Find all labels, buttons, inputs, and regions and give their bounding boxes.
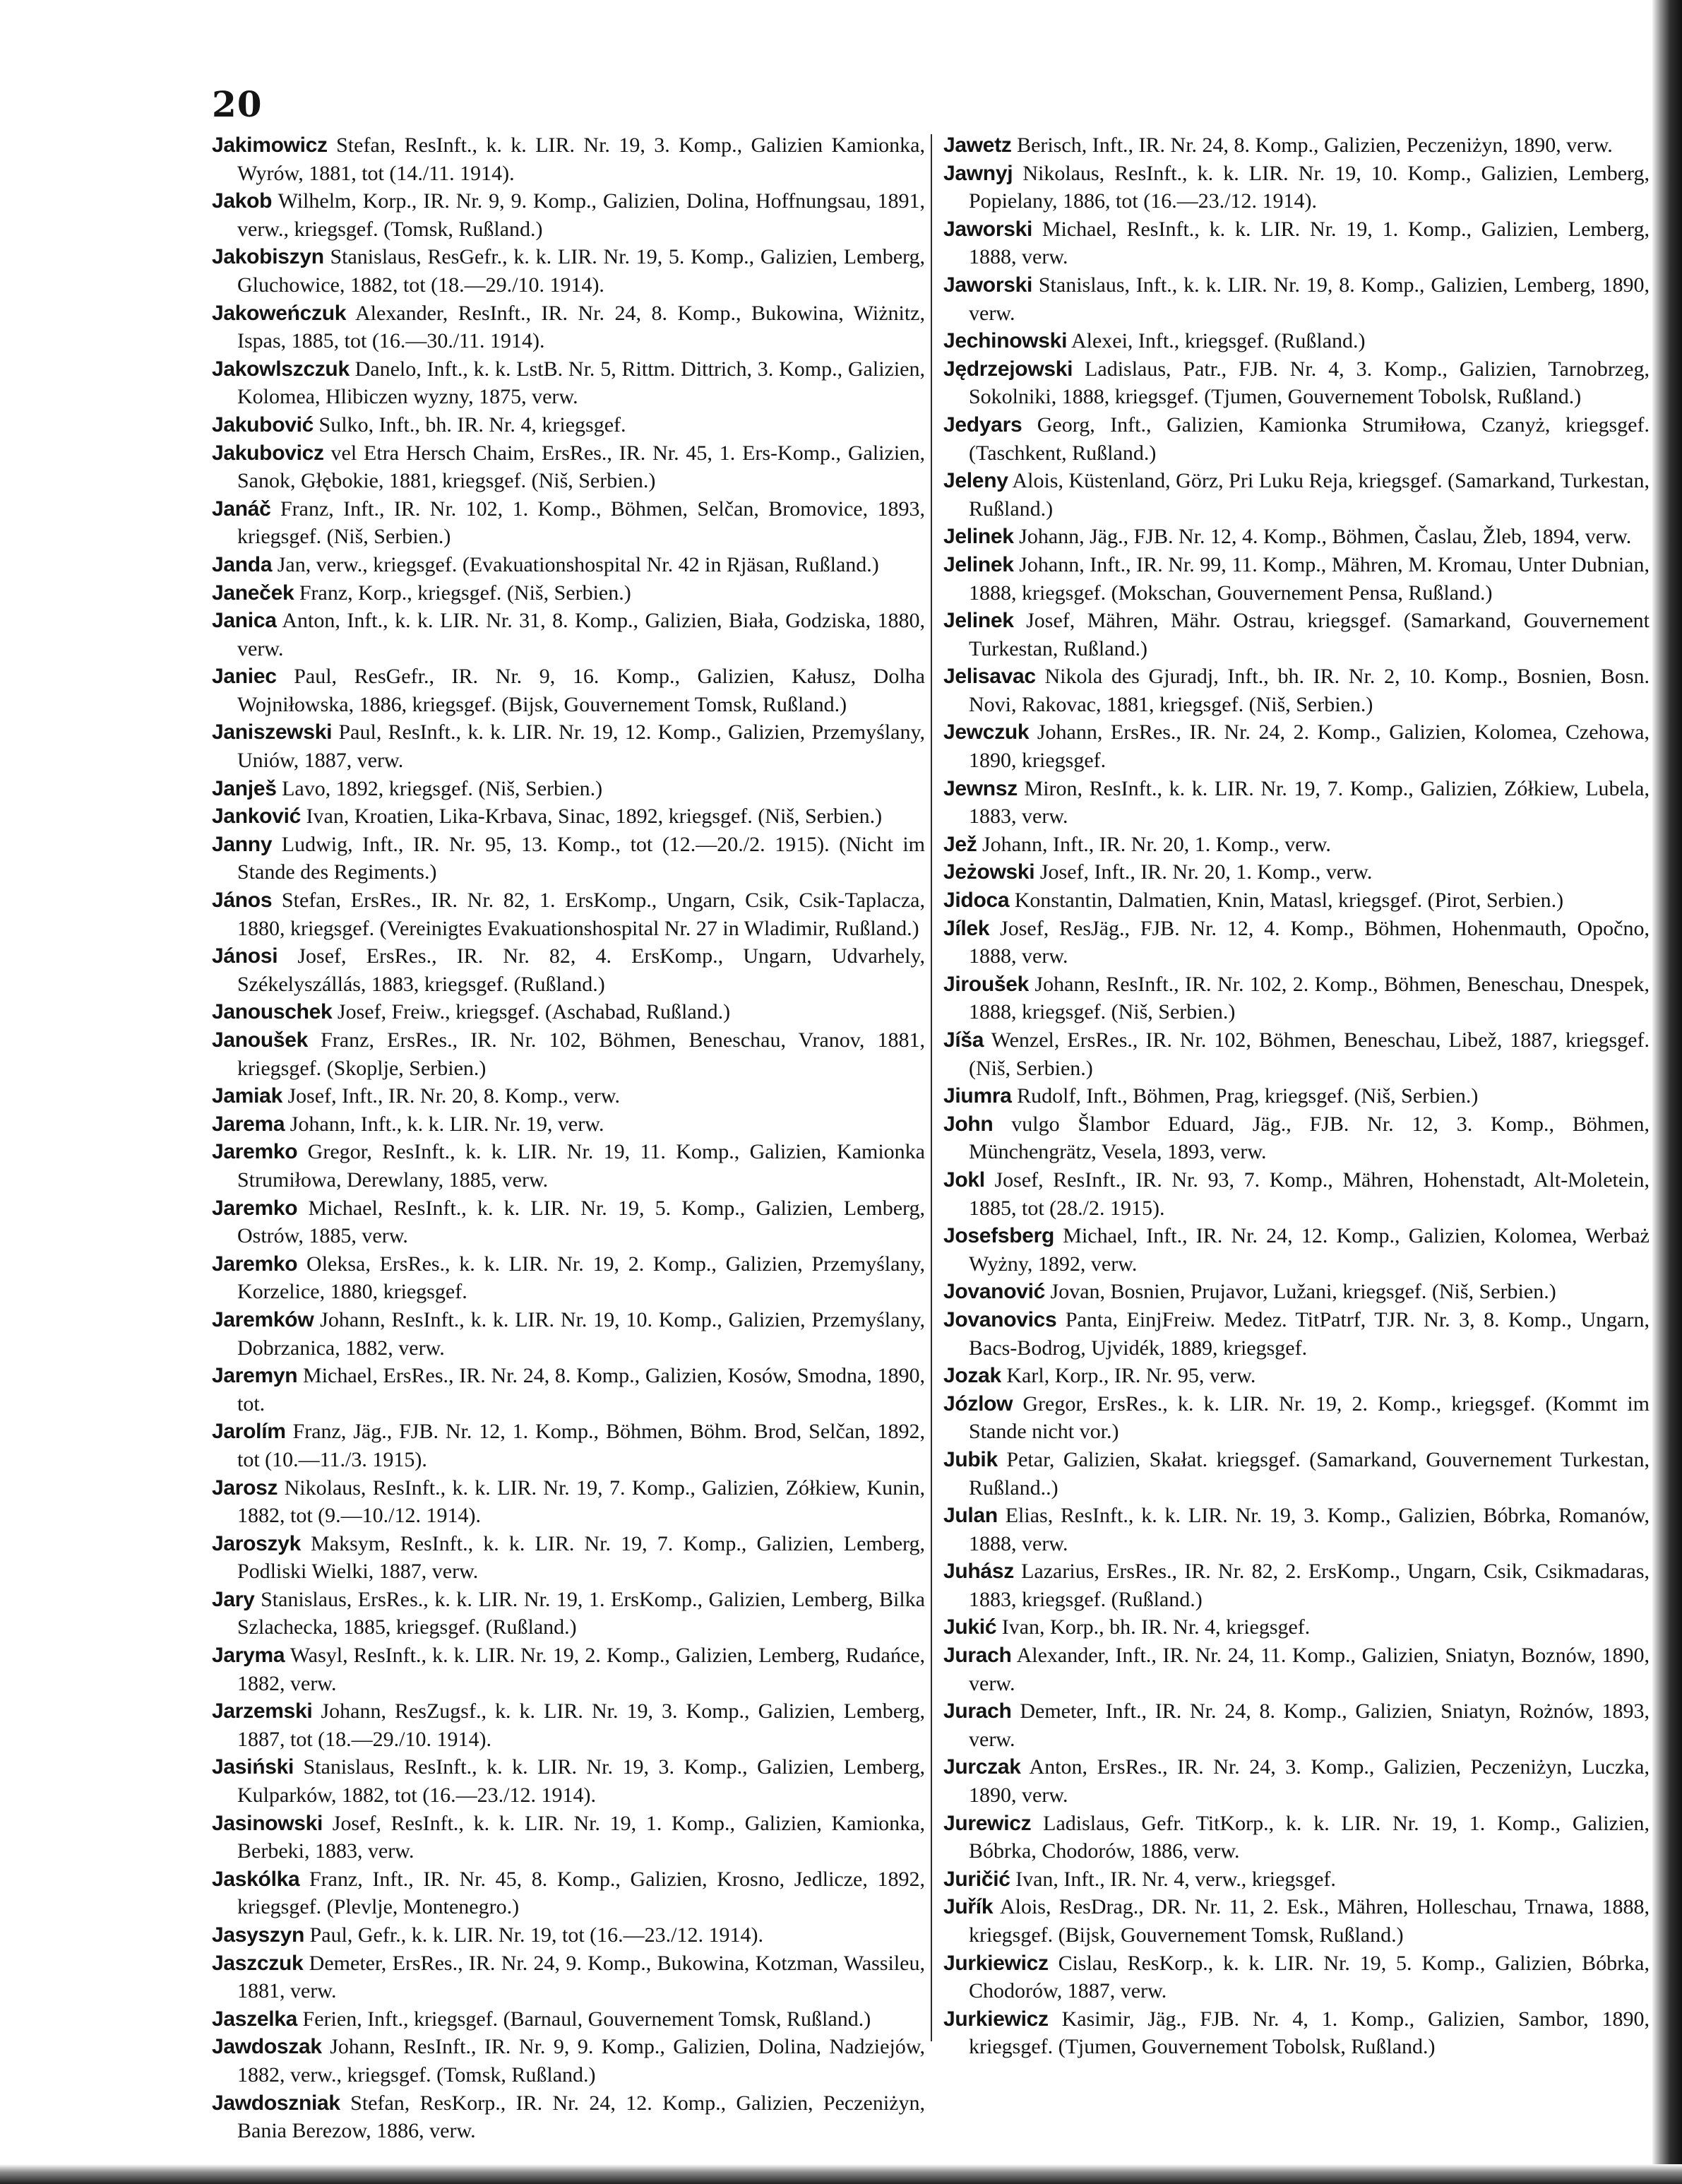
list-entry [212, 718, 925, 774]
entry-details: Stanislaus, ResInft., k. k. LIR. Nr. 19, 3. Komp., Galizien, Lemberg, Kulparków, 1882, tot (16.—23./12. 1914). [237, 1755, 925, 1808]
entry-details: Anton, Inft., k. k. LIR. Nr. 31, 8. Komp., Galizien, Biała, Godziska, 1880, verw. [237, 609, 925, 660]
entry-details: Stefan, ResInft., k. k. LIR. Nr. 19, 3. Komp., Galizien Kamionka, Wyrów, 1881, tot (14./11. 1914). [237, 133, 925, 185]
list-entry [943, 886, 1650, 915]
entry-surname: Jukić [943, 1615, 997, 1639]
list-entry [943, 1949, 1650, 2005]
entry-details: Josef, ErsRes., IR. Nr. 82, 4. ErsKomp., Ungarn, Udvarhely, Székelyszállás, 1883, kriegsgef. (Rußland.) [237, 944, 925, 996]
list-entry [212, 607, 925, 663]
list-entry [212, 355, 925, 411]
entry-surname: Jaworski [943, 273, 1033, 297]
entry-details: Wenzel, ErsRes., IR. Nr. 102, Böhmen, Beneschau, Libež, 1887, kriegsgef. (Niš, Serbien.) [969, 1028, 1650, 1080]
entry-details: Demeter, ErsRes., IR. Nr. 24, 9. Komp., Bukowina, Kotzman, Wassileu, 1881, verw. [237, 1951, 925, 2003]
entry-surname: Juhász [943, 1560, 1014, 1584]
entry-surname: Jakobiszyn [212, 245, 324, 269]
entry-surname: Jakimowicz [212, 133, 328, 157]
entry-details: Johann, ResInft., k. k. LIR. Nr. 19, 10. Komp., Galizien, Przemyślany, Dobrzanica, 1882, verw. [237, 1307, 925, 1360]
entry-surname: Jaremko [212, 1140, 298, 1164]
entry-surname: Janny [212, 832, 273, 856]
entry-surname: Janda [212, 552, 273, 576]
entry-surname: Jedyars [943, 413, 1022, 437]
list-entry [943, 1613, 1650, 1642]
list-entry [943, 607, 1650, 663]
entry-details: Johann, Jäg., FJB. Nr. 12, 4. Komp., Böhmen, Časlau, Žleb, 1894, verw. [1013, 525, 1632, 549]
entry-surname: Jakubović [212, 413, 314, 437]
entry-details: Stefan, ErsRes., IR. Nr. 82, 1. ErsKomp., Ungarn, Csik, Csik-Taplacza, 1880, kriegsgef. (Vereinigtes Evakuationshospital Nr. 27 in Wladimir, Rußland.) [237, 889, 925, 940]
entry-details: Sulko, Inft., bh. IR. Nr. 4, kriegsgef. [314, 413, 626, 437]
entry-surname: Jarosz [212, 1476, 278, 1500]
list-entry [212, 775, 925, 803]
entry-details: Oleksa, ErsRes., k. k. LIR. Nr. 19, 2. Komp., Galizien, Przemyślany, Korzelice, 1880, kriegsgef. [237, 1252, 925, 1304]
list-entry [212, 299, 925, 355]
entry-surname: Janouschek [212, 1000, 333, 1024]
entry-details: Rudolf, Inft., Böhmen, Prag, kriegsgef. (Niš, Serbien.) [1011, 1084, 1479, 1108]
entry-details: Johann, ResInft., IR. Nr. 9, 9. Komp., Galizien, Dolina, Nadziejów, 1882, verw., kriegsgef. (Tomsk, Rußland.) [237, 2035, 925, 2087]
entry-details: Josef, Inft., IR. Nr. 20, 1. Komp., verw. [1034, 860, 1373, 884]
entry-surname: Jewnsz [943, 776, 1018, 800]
entry-details: Miron, ResInft., k. k. LIR. Nr. 19, 7. Komp., Galizien, Zółkiew, Lubela, 1883, verw. [969, 776, 1650, 829]
entry-details: Johann, Inft., IR. Nr. 20, 1. Komp., verw. [977, 832, 1331, 856]
entry-details: Johann, ResZugsf., k. k. LIR. Nr. 19, 3. Komp., Galizien, Lemberg, 1887, tot (18.—29./10. 1914). [237, 1699, 925, 1751]
entry-details: Michael, ResInft., k. k. LIR. Nr. 19, 5. Komp., Galizien, Lemberg, Ostrów, 1885, verw. [237, 1196, 925, 1248]
entry-surname: Jež [943, 832, 977, 856]
entry-details: Ladislaus, Patr., FJB. Nr. 4, 3. Komp., Galizien, Tarnobrzeg, Sokolniki, 1888, kriegsgef. (Tjumen, Gouvernement Tobolsk, Rußland.) [969, 357, 1650, 409]
scan-edge-shadow [1652, 0, 1682, 2184]
entry-details: Gregor, ErsRes., k. k. LIR. Nr. 19, 2. Komp., kriegsgef. (Kommt im Stande nicht vor.) [969, 1391, 1650, 1444]
list-entry [943, 858, 1650, 886]
list-entry [943, 1110, 1650, 1166]
entry-details: Stefan, ResKorp., IR. Nr. 24, 12. Komp., Galizien, Peczeniżyn, Bania Berezow, 1886, verw. [237, 2091, 925, 2143]
list-entry [943, 1390, 1650, 1446]
entry-details: Franz, Korp., kriegsgef. (Niš, Serbien.) [294, 581, 631, 605]
entry-details: Josef, Mähren, Mähr. Ostrau, kriegsgef. (Samarkand, Gouvernement Turkestan, Rußland.) [969, 609, 1650, 660]
entry-surname: Jakob [212, 189, 273, 213]
entry-surname: Jaryma [212, 1644, 285, 1668]
entry-details: Johann, ErsRes., IR. Nr. 24, 2. Komp., Galizien, Kolomea, Czehowa, 1890, kriegsgef. [969, 720, 1650, 773]
entry-surname: Juřík [943, 1895, 994, 1919]
entry-details: Michael, ResInft., k. k. LIR. Nr. 19, 1. Komp., Galizien, Lemberg, 1888, verw. [969, 217, 1650, 269]
list-entry [943, 1502, 1650, 1557]
entry-surname: Jaszelka [212, 2007, 298, 2031]
entry-surname: János [212, 889, 273, 913]
entry-details: Alois, ResDrag., DR. Nr. 11, 2. Esk., Mähren, Holleschau, Trnawa, 1888, kriegsgef. (Bijsk, Gouvernement Tomsk, Rußland.) [969, 1895, 1650, 1947]
entry-details: Josef, ResInft., k. k. LIR. Nr. 19, 1. Komp., Galizien, Kamionka, Berbeki, 1883, verw. [237, 1811, 925, 1863]
entry-surname: Jawdoszak [212, 2035, 322, 2059]
entry-details: Josef, Freiw., kriegsgef. (Aschabad, Rußland.) [332, 1000, 731, 1024]
entry-details: Cislau, ResKorp., k. k. LIR. Nr. 19, 5. Komp., Galizien, Bóbrka, Chodorów, 1887, verw. [969, 1951, 1650, 2003]
entry-surname: Jaremko [212, 1196, 298, 1220]
entry-surname: Janáč [212, 497, 271, 521]
list-entry [943, 718, 1650, 774]
entry-surname: Jiumra [943, 1084, 1012, 1108]
list-entry [943, 467, 1650, 523]
list-entry [943, 1557, 1650, 1613]
entry-surname: Jawetz [943, 133, 1012, 157]
list-entry [212, 1362, 925, 1418]
list-entry [943, 1222, 1650, 1278]
entry-surname: Jozak [943, 1364, 1001, 1388]
entry-details: Paul, ResInft., k. k. LIR. Nr. 19, 12. Komp., Galizien, Przemyślany, Uniów, 1887, verw. [237, 720, 925, 773]
list-entry [212, 243, 925, 299]
entry-details: Josef, Inft., IR. Nr. 20, 8. Komp., verw. [282, 1084, 620, 1108]
list-entry [943, 2005, 1650, 2061]
list-entry [943, 1893, 1650, 1949]
entry-details: Maksym, ResInft., k. k. LIR. Nr. 19, 7. Komp., Galizien, Lemberg, Podliski Wielki, 1887, verw. [237, 1531, 925, 1584]
entry-surname: Janiec [212, 665, 277, 689]
entry-details: Nikolaus, ResInft., k. k. LIR. Nr. 19, 7. Komp., Galizien, Zółkiew, Kunin, 1882, tot (9.—10./12. 1914). [237, 1476, 925, 1528]
list-entry [212, 802, 925, 831]
entry-details: Georg, Inft., Galizien, Kamionka Strumiłowa, Czanyż, kriegsgef. (Taschkent, Rußland.) [969, 413, 1650, 465]
entry-details: Nikolaus, ResInft., k. k. LIR. Nr. 19, 10. Komp., Galizien, Lemberg, Popielany, 1886, tot (16.—23./12. 1914). [969, 161, 1650, 213]
scan-bottom-shadow [0, 2164, 1682, 2184]
entry-details: Danelo, Inft., k. k. LstB. Nr. 5, Rittm. Dittrich, 3. Komp., Galizien, Kolomea, Hlibiczen wyzny, 1875, verw. [237, 357, 925, 409]
list-entry [212, 2089, 925, 2145]
entry-surname: Jaszczuk [212, 1951, 304, 1975]
entry-surname: Jovanovics [943, 1307, 1057, 1331]
entry-details: Josef, ResInft., IR. Nr. 93, 7. Komp., Mähren, Hohenstadt, Alt-Moletein, 1885, tot (28./2. 1915). [969, 1168, 1650, 1220]
list-entry [212, 663, 925, 718]
list-entry [212, 551, 925, 579]
list-entry [943, 1082, 1650, 1110]
entry-surname: Jarzemski [212, 1699, 313, 1723]
entry-surname: Janoušek [212, 1028, 308, 1052]
right-column [943, 131, 1650, 2061]
list-entry [212, 1753, 925, 1809]
entry-surname: Jeżowski [943, 860, 1035, 884]
entry-surname: Jakoweńczuk [212, 301, 347, 325]
entry-details: Franz, Inft., IR. Nr. 102, 1. Komp., Böhmen, Selčan, Bromovice, 1893, kriegsgef. (Niš, Serbien.) [237, 497, 925, 549]
list-entry [943, 1697, 1650, 1753]
entry-details: Johann, ResInft., IR. Nr. 102, 2. Komp., Böhmen, Beneschau, Dnespek, 1888, kriegsgef. (Niš, Serbien.) [969, 972, 1650, 1024]
list-entry [943, 523, 1650, 551]
list-entry [212, 831, 925, 886]
list-entry [212, 1026, 925, 1082]
list-entry [212, 1865, 925, 1921]
entry-surname: Jakowlszczuk [212, 357, 350, 381]
entry-details: Lazarius, ErsRes., IR. Nr. 82, 2. ErsKomp., Ungarn, Csik, Csikmadaras, 1883, kriegsgef. (Rußland.) [969, 1560, 1650, 1611]
list-entry [943, 1166, 1650, 1222]
entry-surname: Jurczak [943, 1755, 1021, 1779]
entry-surname: Jurewicz [943, 1811, 1032, 1835]
entry-details: Ferien, Inft., kriegsgef. (Barnaul, Gouvernement Tomsk, Rußland.) [297, 2007, 871, 2031]
entry-surname: Jarema [212, 1112, 285, 1136]
list-entry [943, 1446, 1650, 1502]
entry-details: vulgo Šlambor Eduard, Jäg., FJB. Nr. 12, 3. Komp., Böhmen, Münchengrätz, Vesela, 1893, verw. [969, 1112, 1650, 1164]
entry-details: Ivan, Korp., bh. IR. Nr. 4, kriegsgef. [996, 1615, 1311, 1639]
entry-surname: Jaremyn [212, 1364, 298, 1388]
entry-details: Alois, Küstenland, Görz, Pri Luku Reja, kriegsgef. (Samarkand, Turkestan, Rußland.) [969, 469, 1650, 521]
entry-surname: Jasinowski [212, 1811, 323, 1835]
list-entry [943, 131, 1650, 160]
entry-details: Josef, ResJäg., FJB. Nr. 12, 4. Komp., Böhmen, Hohenmauth, Opočno, 1888, verw. [969, 916, 1650, 968]
entry-details: Wilhelm, Korp., IR. Nr. 9, 9. Komp., Galizien, Dolina, Hoffnungsau, 1891, verw., kriegsgef. (Tomsk, Rußland.) [237, 189, 925, 241]
left-column [212, 131, 925, 2145]
entry-surname: Janješ [212, 776, 277, 800]
entry-surname: Janeček [212, 581, 294, 605]
list-entry [943, 663, 1650, 718]
entry-surname: Jechinowski [943, 329, 1068, 353]
entry-surname: Jędrzejowski [943, 357, 1073, 381]
entry-surname: Jamiak [212, 1084, 282, 1108]
entry-surname: Jasyszyn [212, 1923, 305, 1947]
entry-details: Michael, ErsRes., IR. Nr. 24, 8. Komp., Galizien, Kosów, Smodna, 1890, tot. [237, 1364, 925, 1416]
list-entry [212, 131, 925, 187]
entry-details: Demeter, Inft., IR. Nr. 24, 8. Komp., Galizien, Sniatyn, Rożnów, 1893, verw. [969, 1699, 1650, 1751]
entry-surname: Jovanović [943, 1280, 1046, 1304]
entry-surname: Jeleny [943, 469, 1008, 493]
list-entry [212, 998, 925, 1026]
entry-surname: Jílek [943, 916, 990, 940]
entry-details: Paul, Gefr., k. k. LIR. Nr. 19, tot (16.—23./12. 1914). [304, 1923, 763, 1947]
list-entry [212, 1306, 925, 1362]
entry-details: vel Etra Hersch Chaim, ErsRes., IR. Nr. 45, 1. Ers-Komp., Galizien, Sanok, Głębokie, 1881, kriegsgef. (Niš, Serbien.) [237, 441, 925, 493]
list-entry [212, 1418, 925, 1473]
entry-details: Gregor, ResInft., k. k. LIR. Nr. 19, 11. Komp., Galizien, Kamionka Strumiłowa, Derewlany, 1885, verw. [237, 1140, 925, 1192]
entry-surname: Jakubovicz [212, 441, 324, 465]
list-entry [212, 1530, 925, 1586]
entry-surname: Jurkiewicz [943, 1951, 1049, 1975]
list-entry [943, 775, 1650, 831]
entry-surname: Jary [212, 1587, 255, 1611]
list-entry [943, 1810, 1650, 1865]
list-entry [943, 411, 1650, 467]
entry-details: Alexei, Inft., kriegsgef. (Rußland.) [1067, 329, 1366, 353]
list-entry [212, 1082, 925, 1110]
entry-surname: Jaroszyk [212, 1531, 302, 1555]
list-entry [212, 495, 925, 551]
list-entry [943, 1865, 1650, 1894]
entry-surname: Jelinek [943, 525, 1014, 549]
entry-surname: Jawnyj [943, 161, 1013, 185]
entry-details: Ivan, Inft., IR. Nr. 4, verw., kriegsgef. [1010, 1867, 1336, 1891]
entry-details: Franz, ErsRes., IR. Nr. 102, Böhmen, Beneschau, Vranov, 1881, kriegsgef. (Skoplje, Serbien.) [237, 1028, 925, 1080]
entry-details: Jan, verw., kriegsgef. (Evakuationshospital Nr. 42 in Rjäsan, Rußland.) [272, 552, 879, 576]
list-entry [212, 2005, 925, 2034]
list-entry [212, 942, 925, 998]
list-entry [212, 1250, 925, 1306]
entry-surname: Jawdoszniak [212, 2091, 340, 2115]
list-entry [212, 1110, 925, 1139]
list-entry [212, 1138, 925, 1194]
list-entry [943, 971, 1650, 1026]
list-entry [943, 1642, 1650, 1697]
list-entry [943, 215, 1650, 271]
entry-details: Franz, Inft., IR. Nr. 45, 8. Komp., Galizien, Krosno, Jedlicze, 1892, kriegsgef. (Plevlje, Montenegro.) [237, 1867, 925, 1919]
entry-details: Anton, ErsRes., IR. Nr. 24, 3. Komp., Galizien, Peczeniżyn, Luczka, 1890, verw. [969, 1755, 1650, 1808]
entry-details: Kasimir, Jäg., FJB. Nr. 4, 1. Komp., Galizien, Sambor, 1890, kriegsgef. (Tjumen, Gouvernement Tobolsk, Rußland.) [969, 2007, 1650, 2059]
list-entry [212, 439, 925, 495]
entry-details: Petar, Galizien, Skałat. kriegsgef. (Samarkand, Gouvernement Turkestan, Rußland..) [969, 1447, 1650, 1500]
entry-surname: Jubik [943, 1447, 998, 1471]
entry-details: Johann, Inft., k. k. LIR. Nr. 19, verw. [285, 1112, 604, 1136]
entry-surname: Jaworski [943, 217, 1033, 241]
entry-surname: Janković [212, 805, 302, 829]
entry-surname: Jurkiewicz [943, 2007, 1049, 2031]
entry-details: Stanislaus, ResGefr., k. k. LIR. Nr. 19, 5. Komp., Galizien, Lemberg, Gluchowice, 1882, tot (18.—29./10. 1914). [237, 245, 925, 297]
entry-surname: Jaremków [212, 1307, 314, 1331]
entry-surname: Josefsberg [943, 1224, 1055, 1248]
entry-surname: Jidoca [943, 889, 1010, 913]
column-divider [931, 134, 932, 2041]
list-entry [212, 886, 925, 942]
list-entry [212, 411, 925, 439]
entry-details: Panta, EinjFreiw. Medez. TitPatrf, TJR. Nr. 3, 8. Komp., Ungarn, Bacs-Bodrog, Ujvidék, 1889, kriegsgef. [969, 1307, 1650, 1360]
entry-surname: Jelinek [943, 552, 1014, 576]
entry-surname: Jurach [943, 1699, 1012, 1723]
entry-details: Karl, Korp., IR. Nr. 95, verw. [1001, 1364, 1256, 1388]
list-entry [943, 1306, 1650, 1362]
list-entry [943, 551, 1650, 607]
entry-details: Lavo, 1892, kriegsgef. (Niš, Serbien.) [276, 776, 603, 800]
entry-details: Johann, Inft., IR. Nr. 99, 11. Komp., Mähren, M. Kromau, Unter Dubnian, 1888, kriegsgef. (Mokschan, Gouvernement Pensa, Rußland.) [969, 552, 1650, 605]
list-entry [943, 160, 1650, 215]
page-number: 20 [212, 83, 263, 125]
entry-surname: Jasiński [212, 1755, 294, 1779]
entry-surname: Jarolím [212, 1420, 286, 1444]
list-entry [943, 831, 1650, 859]
entry-details: Ivan, Kroatien, Lika-Krbava, Sinac, 1892, kriegsgef. (Niš, Serbien.) [301, 805, 883, 829]
list-entry [212, 579, 925, 607]
entry-details: Berisch, Inft., IR. Nr. 24, 8. Komp., Galizien, Peczeniżyn, 1890, verw. [1011, 133, 1613, 157]
list-entry [212, 1586, 925, 1642]
list-entry [943, 1026, 1650, 1082]
list-entry [943, 355, 1650, 411]
list-entry [943, 271, 1650, 327]
entry-surname: Jokl [943, 1168, 985, 1192]
entry-surname: Jaremko [212, 1252, 298, 1276]
entry-surname: Juričić [943, 1867, 1010, 1891]
entry-details: Konstantin, Dalmatien, Knin, Matasl, kriegsgef. (Pirot, Serbien.) [1009, 889, 1564, 913]
entry-details: Paul, ResGefr., IR. Nr. 9, 16. Komp., Galizien, Kałusz, Dolha Wojniłowska, 1886, kriegsgef. (Bijsk, Gouvernement Tomsk, Rußland.) [237, 665, 925, 716]
list-entry [212, 1194, 925, 1250]
entry-surname: Jelisavac [943, 665, 1036, 689]
entry-details: Michael, Inft., IR. Nr. 24, 12. Komp., Galizien, Kolomea, Werbaż Wyżny, 1892, verw. [969, 1224, 1650, 1276]
list-entry [943, 327, 1650, 355]
entry-surname: Janica [212, 609, 277, 633]
list-entry [212, 1921, 925, 1949]
entry-surname: Jiroušek [943, 972, 1029, 996]
list-entry [943, 915, 1650, 971]
entry-surname: John [943, 1112, 994, 1136]
entry-details: Franz, Jäg., FJB. Nr. 12, 1. Komp., Böhmen, Böhm. Brod, Selčan, 1892, tot (10.—11./3. 1915). [237, 1420, 925, 1471]
entry-surname: Jurach [943, 1644, 1012, 1668]
list-entry [212, 1697, 925, 1753]
entry-details: Ladislaus, Gefr. TitKorp., k. k. LIR. Nr. 19, 1. Komp., Galizien, Bóbrka, Chodorów, 1886, verw. [969, 1811, 1650, 1863]
entry-details: Alexander, Inft., IR. Nr. 24, 11. Komp., Galizien, Sniatyn, Boznów, 1890, verw. [969, 1644, 1650, 1695]
entry-surname: Jaskólka [212, 1867, 300, 1891]
list-entry [212, 2033, 925, 2089]
entry-details: Alexander, ResInft., IR. Nr. 24, 8. Komp., Bukowina, Wiżnitz, Ispas, 1885, tot (16.—30./11. 1914). [237, 301, 925, 353]
entry-details: Nikola des Gjuradj, Inft., bh. IR. Nr. 2, 10. Komp., Bosnien, Bosn. Novi, Rakovac, 1881, kriegsgef. (Niš, Serbien.) [969, 665, 1650, 716]
entry-details: Wasyl, ResInft., k. k. LIR. Nr. 19, 2. Komp., Galizien, Lemberg, Rudańce, 1882, verw. [237, 1644, 925, 1695]
entry-details: Stanislaus, Inft., k. k. LIR. Nr. 19, 8. Komp., Galizien, Lemberg, 1890, verw. [969, 273, 1650, 325]
list-entry [943, 1753, 1650, 1809]
entry-surname: Jíša [943, 1028, 984, 1052]
list-entry [212, 1642, 925, 1697]
entry-surname: Julan [943, 1504, 998, 1528]
entry-surname: Jewczuk [943, 720, 1030, 744]
list-entry [212, 1474, 925, 1530]
entry-details: Elias, ResInft., k. k. LIR. Nr. 19, 3. Komp., Galizien, Bóbrka, Romanów, 1888, verw. [969, 1504, 1650, 1555]
list-entry [943, 1362, 1650, 1390]
entry-surname: Jelinek [943, 609, 1014, 633]
list-entry [212, 1810, 925, 1865]
entry-details: Ludwig, Inft., IR. Nr. 95, 13. Komp., tot (12.—20./2. 1915). (Nicht im Stande des Regiments.) [237, 832, 925, 884]
entry-surname: Janiszewski [212, 720, 333, 744]
list-entry [212, 1949, 925, 2005]
list-entry [943, 1278, 1650, 1306]
entry-surname: Józlow [943, 1391, 1013, 1416]
list-entry [212, 187, 925, 243]
entry-details: Stanislaus, ErsRes., k. k. LIR. Nr. 19, 1. ErsKomp., Galizien, Lemberg, Bilka Szlachecka, 1885, kriegsgef. (Rußland.) [237, 1587, 925, 1639]
entry-details: Jovan, Bosnien, Prujavor, Lužani, kriegsgef. (Niš, Serbien.) [1045, 1280, 1556, 1304]
entry-surname: Jánosi [212, 944, 278, 968]
